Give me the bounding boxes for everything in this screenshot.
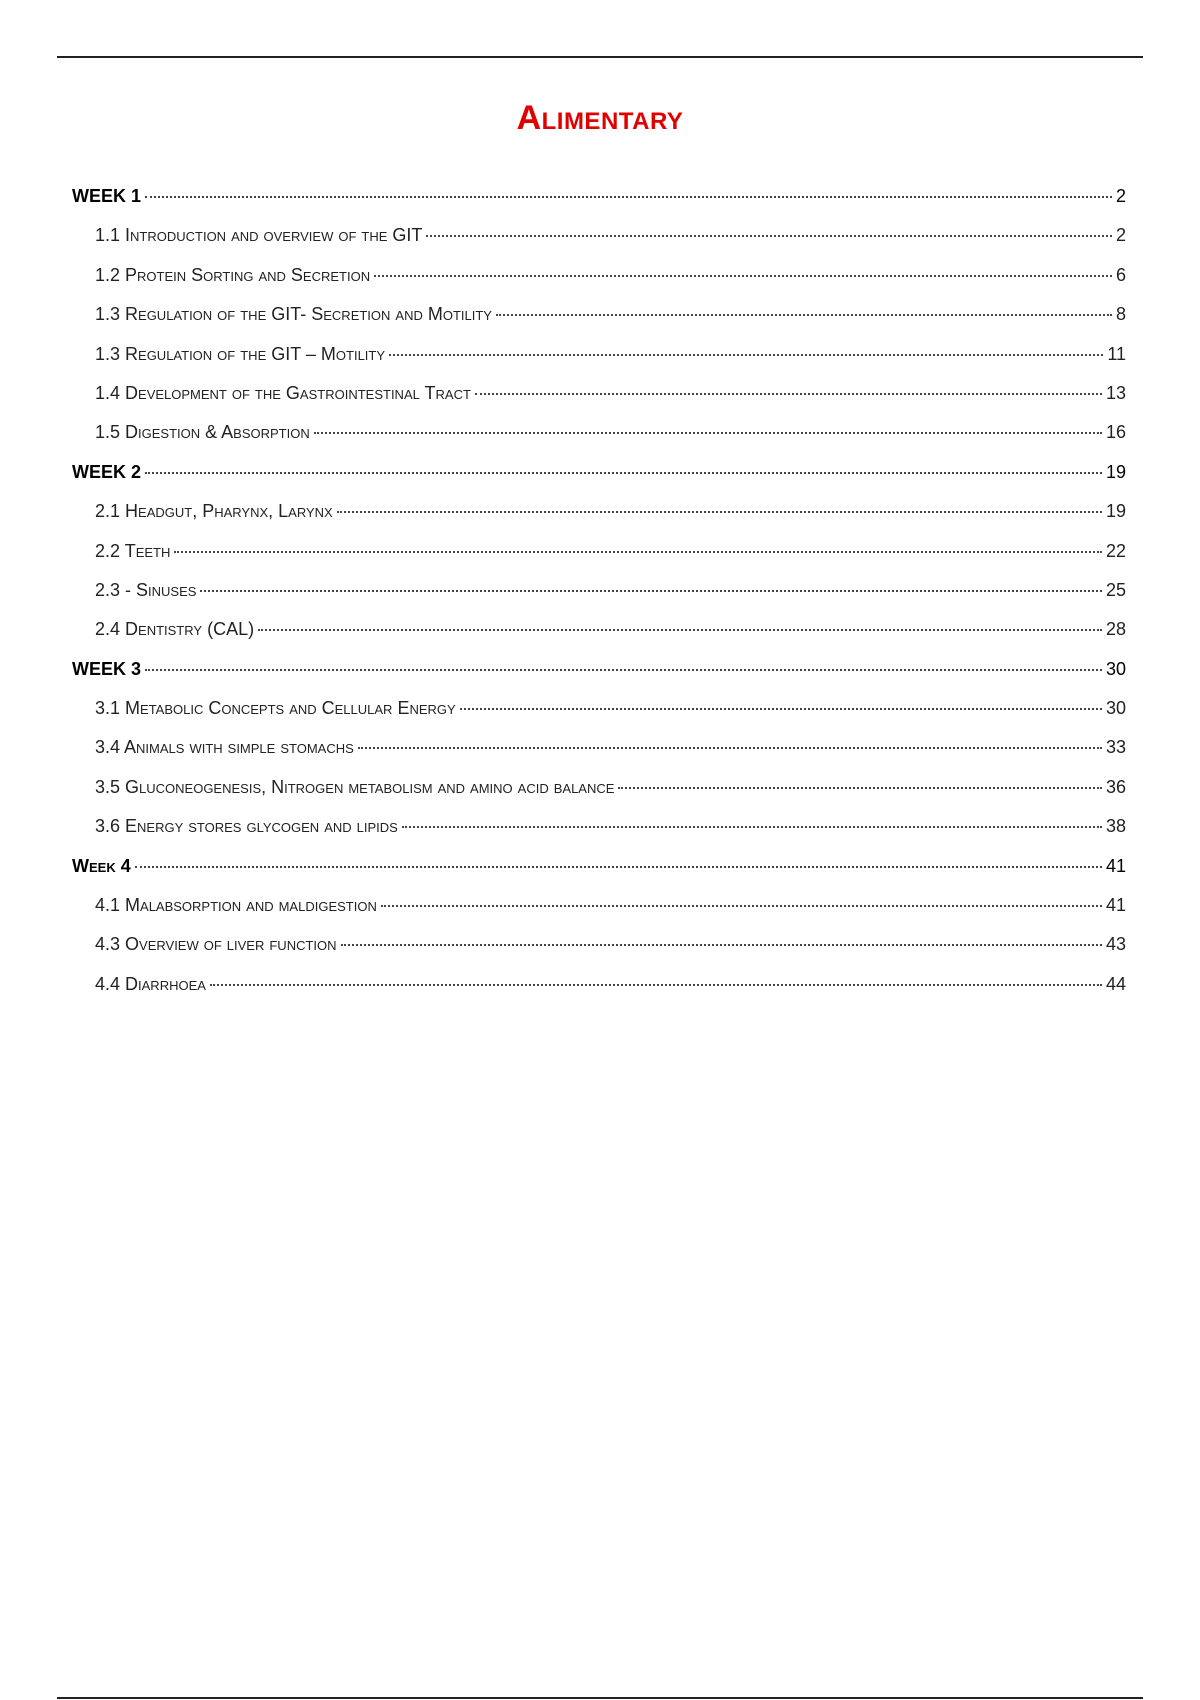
toc-entry-page: 41 [1105, 855, 1126, 876]
dot-leader [145, 472, 1102, 474]
toc-entry-label: 4.3 Overview of liver function [95, 934, 337, 955]
toc-entry-page: 30 [1105, 698, 1126, 719]
dot-leader [374, 275, 1112, 277]
toc-entry-page: 43 [1105, 934, 1126, 955]
dot-leader [210, 984, 1102, 986]
dot-leader [460, 708, 1102, 710]
toc-entry-page: 11 [1107, 343, 1126, 364]
toc-entry-page: 41 [1105, 895, 1126, 916]
toc-entry-label: 2.1 Headgut, Pharynx, Larynx [95, 501, 333, 522]
toc-entry-label: 1.1 Introduction and overview of the GIT [95, 225, 423, 246]
toc-entry[interactable] [72, 895, 1126, 934]
toc-entry-label: 3.5 Gluconeogenesis, Nitrogen metabolism and amino acid balance [95, 776, 615, 797]
toc-entry-page: 2 [1115, 225, 1126, 246]
footer-rule [57, 1697, 1143, 1699]
dot-leader [389, 354, 1103, 356]
toc-entry-label: 4.1 Malabsorption and maldigestion [95, 895, 377, 916]
dot-leader [402, 826, 1102, 828]
dot-leader [145, 669, 1102, 671]
dot-leader [618, 787, 1102, 789]
toc-entry[interactable] [72, 737, 1126, 776]
dot-leader [341, 944, 1102, 946]
toc-entry-page: 30 [1105, 658, 1126, 679]
toc-entry[interactable] [72, 383, 1126, 422]
toc-entry-label: WEEK 3 [72, 658, 142, 679]
toc-entry[interactable] [72, 501, 1126, 540]
dot-leader [258, 629, 1102, 631]
toc-entry-page: 25 [1105, 579, 1126, 600]
toc-entry[interactable] [72, 580, 1126, 619]
toc-entry-page: 28 [1105, 619, 1126, 640]
toc-entry-page: 38 [1105, 816, 1126, 837]
toc-entry-label: 3.4 Animals with simple stomachs [95, 737, 354, 758]
toc-entry-label: WEEK 2 [72, 461, 142, 482]
toc-entry[interactable] [72, 698, 1126, 737]
dot-leader [358, 747, 1102, 749]
toc-entry-week-3[interactable] [72, 659, 1126, 698]
toc-entry[interactable] [72, 304, 1126, 343]
toc-entry-page: 19 [1105, 501, 1126, 522]
toc-entry-week-1[interactable] [72, 186, 1126, 225]
toc-entry-label: 4.4 Diarrhoea [95, 973, 206, 994]
toc-entry-page: 16 [1105, 422, 1126, 443]
toc-entry-page: 19 [1105, 461, 1126, 482]
dot-leader [314, 432, 1102, 434]
toc-entry[interactable] [72, 974, 1126, 1013]
toc-entry[interactable] [72, 265, 1126, 304]
toc-entry-page: 13 [1105, 382, 1126, 403]
toc-entry[interactable] [72, 934, 1126, 973]
toc-entry-label: 2.3 - Sinuses [95, 579, 197, 600]
toc-entry-label: 3.6 Energy stores glycogen and lipids [95, 816, 398, 837]
dot-leader [337, 511, 1102, 513]
toc-entry-page: 22 [1105, 540, 1126, 561]
dot-leader [135, 866, 1102, 868]
toc-entry[interactable] [72, 422, 1126, 461]
toc-entry-label: Week 4 [72, 855, 131, 876]
toc-entry[interactable] [72, 816, 1126, 855]
toc-entry-label: 2.4 Dentistry (CAL) [95, 619, 255, 640]
toc-entry[interactable] [72, 541, 1126, 580]
dot-leader [475, 393, 1102, 395]
dot-leader [381, 905, 1102, 907]
toc-entry-page: 6 [1115, 264, 1126, 285]
toc-entry-label: 1.4 Development of the Gastrointestinal Tract [95, 382, 471, 403]
toc-entry-page: 44 [1105, 973, 1126, 994]
toc-entry-page: 36 [1105, 776, 1126, 797]
header-rule [57, 56, 1143, 58]
toc-entry-page: 33 [1105, 737, 1126, 758]
toc-entry[interactable] [72, 225, 1126, 264]
toc-entry[interactable] [72, 777, 1126, 816]
dot-leader [200, 590, 1102, 592]
table-of-contents [72, 186, 1126, 1013]
toc-entry-label: 3.1 Metabolic Concepts and Cellular Energy [95, 698, 456, 719]
toc-entry-page: 8 [1115, 304, 1126, 325]
dot-leader [174, 551, 1102, 553]
toc-entry-label: 1.2 Protein Sorting and Secretion [95, 264, 371, 285]
toc-entry-week-2[interactable] [72, 462, 1126, 501]
toc-entry-label: 1.5 Digestion & Absorption [95, 422, 310, 443]
toc-entry[interactable] [72, 619, 1126, 658]
toc-entry[interactable] [72, 344, 1126, 383]
dot-leader [426, 235, 1112, 237]
dot-leader [496, 314, 1112, 316]
toc-entry-label: 1.3 Regulation of the GIT – Motility [95, 343, 386, 364]
document-title: Alimentary [516, 98, 684, 137]
toc-entry-label: 1.3 Regulation of the GIT- Secretion and Motility [95, 304, 492, 325]
dot-leader [145, 196, 1112, 198]
toc-entry-page: 2 [1115, 186, 1126, 206]
toc-entry-label: 2.2 Teeth [95, 540, 171, 561]
toc-entry-label: WEEK 1 [72, 186, 142, 206]
toc-entry-week-4[interactable] [72, 856, 1126, 895]
